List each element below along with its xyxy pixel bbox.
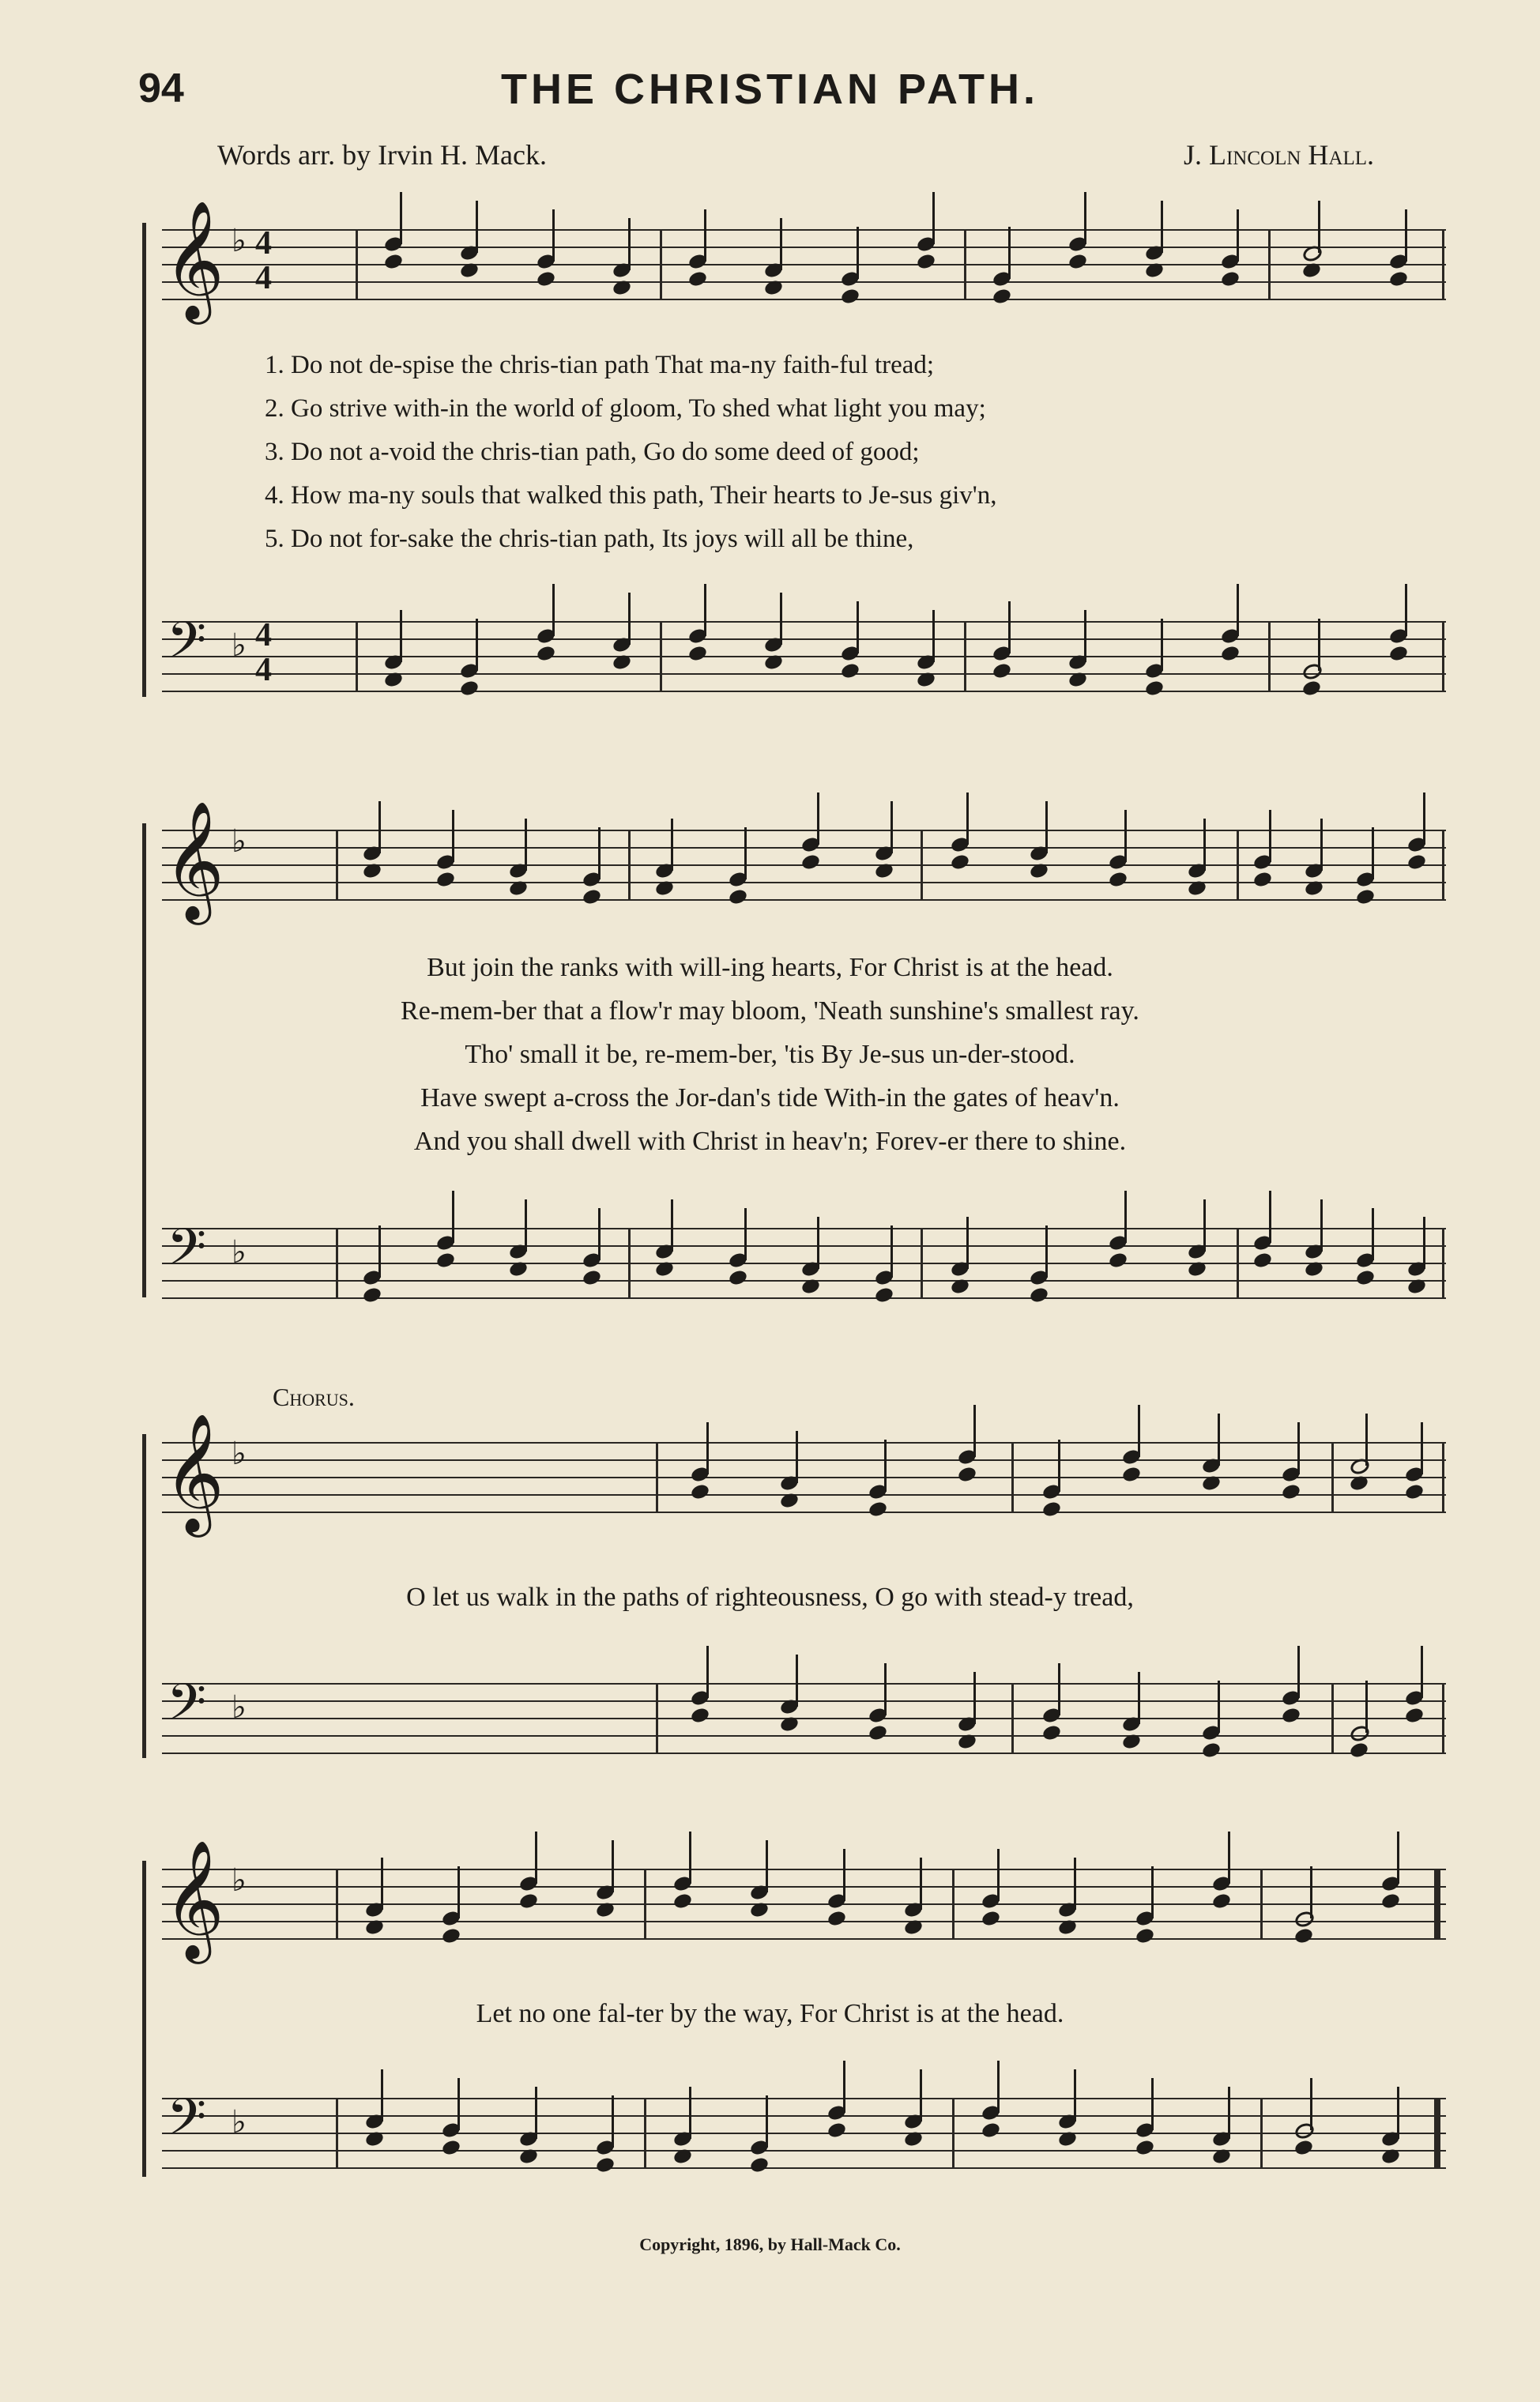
- note-head: [826, 1909, 847, 1927]
- note-head: [1281, 1706, 1301, 1724]
- treble-staff-2: [162, 800, 1446, 920]
- note-stem: [744, 827, 747, 879]
- note-head: [1220, 644, 1241, 662]
- note-stem: [1203, 819, 1206, 871]
- bass-clef-icon: 𝄢: [167, 1673, 207, 1745]
- note-stem: [628, 593, 631, 645]
- note-stem: [1320, 819, 1323, 871]
- note-stem: [628, 218, 631, 270]
- note-stem: [1161, 619, 1163, 671]
- note-stem: [1397, 2087, 1399, 2139]
- note-head: [582, 887, 602, 905]
- note-stem: [796, 1431, 798, 1483]
- note-stem: [452, 810, 454, 862]
- note-stem: [997, 1849, 1000, 1901]
- music-credit: J. Lincoln Hall.: [1183, 139, 1374, 171]
- note-stem: [1124, 810, 1127, 862]
- note-stem: [890, 1225, 893, 1278]
- note-head: [1293, 2121, 1316, 2141]
- copyright-notice: Copyright, 1896, by Hall-Mack Co.: [639, 2234, 901, 2254]
- time-signature: 4 4: [255, 225, 272, 296]
- note-stem: [780, 593, 782, 645]
- note-head: [1041, 1723, 1061, 1741]
- note-head: [595, 2155, 616, 2174]
- note-head: [1388, 644, 1409, 662]
- note-stem: [1124, 1191, 1127, 1243]
- note-head: [1121, 1465, 1142, 1483]
- note-stem: [1237, 209, 1239, 262]
- note-head: [1252, 1251, 1272, 1269]
- note-head: [1301, 679, 1322, 697]
- note-stem: [857, 601, 859, 653]
- note-head: [582, 1268, 602, 1286]
- note-head: [535, 644, 555, 662]
- note-stem: [920, 2069, 922, 2122]
- note-stem: [1074, 1858, 1076, 1910]
- note-stem: [400, 192, 402, 244]
- lyric-line-3: Tho' small it be, re-mem-ber, 'tis By Je-sus un-der-stood.: [465, 1040, 1075, 1069]
- note-stem: [766, 1840, 768, 1892]
- note-head: [1067, 252, 1088, 270]
- note-head: [1388, 269, 1409, 288]
- note-head: [435, 870, 456, 888]
- note-head: [459, 679, 480, 697]
- note-head: [950, 853, 970, 871]
- note-head: [1143, 679, 1164, 697]
- note-head: [1029, 1286, 1049, 1304]
- note-head: [916, 252, 936, 270]
- note-head: [874, 1286, 894, 1304]
- note-stem: [1310, 2078, 1312, 2130]
- note-stem: [1151, 1866, 1154, 1918]
- note-head: [1135, 2138, 1155, 2156]
- note-head: [1349, 1723, 1372, 1744]
- lyric-line-4: Have swept a-cross the Jor-dan's tide With-in the gates of heav'n.: [420, 1083, 1120, 1113]
- note-stem: [525, 1199, 527, 1252]
- flat-icon: ♭: [232, 1862, 247, 1899]
- note-head: [839, 287, 860, 305]
- note-stem: [525, 819, 527, 871]
- note-stem: [817, 1217, 819, 1269]
- note-stem: [1058, 1663, 1060, 1715]
- note-stem: [884, 1663, 887, 1715]
- lyric-line-2: Re-mem-ber that a flow'r may bloom, 'Neath sunshine's smallest ray.: [401, 996, 1139, 1026]
- lyric-line-1: But join the ranks with will-ing hearts, For Christ is at the head.: [427, 953, 1113, 982]
- note-head: [1135, 1926, 1155, 1945]
- note-stem: [612, 2095, 614, 2148]
- note-stem: [1138, 1405, 1140, 1457]
- note-stem: [1365, 1414, 1368, 1466]
- note-head: [826, 2121, 847, 2139]
- system-brace: [142, 223, 146, 697]
- note-head: [957, 1465, 977, 1483]
- note-stem: [1228, 1832, 1230, 1884]
- treble-staff-4: [162, 1839, 1446, 1959]
- page-number: 94: [138, 66, 184, 111]
- note-stem: [381, 1858, 383, 1910]
- note-head: [1211, 1892, 1232, 1910]
- note-stem: [1297, 1646, 1300, 1698]
- note-stem: [476, 619, 478, 671]
- note-stem: [552, 584, 555, 636]
- note-head: [1301, 661, 1324, 682]
- note-head: [1281, 1482, 1301, 1500]
- note-head: [535, 269, 555, 288]
- note-head: [362, 1286, 382, 1304]
- bass-staff-4: [162, 2088, 1446, 2167]
- bass-staff-2: [162, 1218, 1446, 1297]
- bass-clef-icon: 𝄢: [167, 1218, 207, 1289]
- note-stem: [890, 801, 893, 853]
- note-stem: [857, 227, 859, 279]
- note-stem: [1237, 584, 1239, 636]
- note-head: [690, 1706, 710, 1724]
- note-stem: [973, 1672, 976, 1724]
- note-head: [441, 1926, 461, 1945]
- note-stem: [766, 2095, 768, 2148]
- chorus-lyric-line-1: O let us walk in the paths of righteousness, O go with stead-y tread,: [406, 1583, 1134, 1612]
- note-stem: [1397, 1832, 1399, 1884]
- note-stem: [378, 1225, 381, 1278]
- note-stem: [378, 801, 381, 853]
- note-head: [800, 853, 821, 871]
- note-stem: [400, 610, 402, 662]
- note-stem: [706, 1646, 709, 1698]
- note-stem: [1269, 1191, 1271, 1243]
- note-stem: [1218, 1414, 1220, 1466]
- note-stem: [457, 1866, 460, 1918]
- note-stem: [843, 1849, 845, 1901]
- note-head: [1293, 1926, 1314, 1945]
- note-stem: [1310, 1866, 1312, 1918]
- treble-clef-icon: 𝄞: [164, 1839, 224, 1959]
- note-stem: [535, 2087, 537, 2139]
- note-stem: [476, 201, 478, 253]
- note-stem: [1318, 201, 1320, 253]
- note-head: [1349, 1741, 1369, 1759]
- note-stem: [966, 1217, 969, 1269]
- note-stem: [689, 1832, 691, 1884]
- note-stem: [780, 218, 782, 270]
- note-head: [728, 887, 748, 905]
- note-stem: [452, 1191, 454, 1243]
- note-stem: [884, 1440, 887, 1492]
- chorus-label: Chorus.: [273, 1383, 355, 1411]
- note-stem: [1423, 1217, 1425, 1269]
- note-head: [1404, 1482, 1425, 1500]
- verse-line-3: 3. Do not a-void the chris-tian path, Go do some deed of good;: [265, 438, 920, 466]
- note-stem: [612, 1840, 614, 1892]
- note-head: [1108, 1251, 1128, 1269]
- flat-icon: ♭: [232, 1689, 247, 1726]
- flat-icon: ♭: [232, 1436, 247, 1472]
- note-stem: [552, 209, 555, 262]
- note-head: [1252, 870, 1272, 888]
- note-head: [1404, 1706, 1425, 1724]
- note-head: [383, 252, 404, 270]
- note-stem: [704, 584, 706, 636]
- note-head: [1354, 1268, 1375, 1286]
- note-stem: [1365, 1681, 1368, 1733]
- note-stem: [1269, 810, 1271, 862]
- note-stem: [1045, 1225, 1048, 1278]
- note-head: [687, 269, 708, 288]
- treble-clef-icon: 𝄞: [164, 1412, 224, 1532]
- note-head: [839, 661, 860, 680]
- note-head: [435, 1251, 456, 1269]
- flat-icon: ♭: [232, 1234, 247, 1271]
- note-stem: [1138, 1672, 1140, 1724]
- note-head: [749, 2155, 770, 2174]
- note-head: [1201, 1741, 1222, 1759]
- words-credit: Words arr. by Irvin H. Mack.: [217, 139, 548, 171]
- note-stem: [706, 1422, 709, 1474]
- note-stem: [997, 2061, 1000, 2113]
- note-stem: [973, 1405, 976, 1457]
- note-stem: [1423, 793, 1425, 845]
- note-head: [1293, 2138, 1314, 2156]
- bass-staff-1: [162, 612, 1446, 691]
- note-stem: [1008, 227, 1011, 279]
- note-head: [981, 1909, 1001, 1927]
- note-stem: [1405, 584, 1407, 636]
- note-stem: [1161, 201, 1163, 253]
- treble-staff-1: [162, 199, 1446, 319]
- note-head: [690, 1482, 710, 1500]
- bass-staff-3: [162, 1673, 1446, 1753]
- bass-clef-icon: 𝄢: [167, 2088, 207, 2159]
- note-stem: [1151, 2078, 1154, 2130]
- note-stem: [932, 610, 935, 662]
- verse-line-1: 1. Do not de-spise the chris-tian path That ma-ny faith-ful tread;: [265, 351, 935, 379]
- lyric-line-5: And you shall dwell with Christ in heav'n; Forev-er there to shine.: [413, 1127, 1127, 1156]
- note-stem: [1372, 827, 1374, 879]
- note-head: [1380, 1892, 1401, 1910]
- note-stem: [1058, 1440, 1060, 1492]
- note-stem: [744, 1208, 747, 1260]
- note-stem: [689, 2087, 691, 2139]
- note-head: [1220, 269, 1241, 288]
- note-head: [1293, 1909, 1316, 1930]
- verse-line-4: 4. How ma-ny souls that walked this path, Their hearts to Je-sus giv'n,: [265, 481, 997, 510]
- note-head: [1041, 1500, 1061, 1518]
- note-stem: [457, 2078, 460, 2130]
- note-head: [1354, 887, 1375, 905]
- note-head: [728, 1268, 748, 1286]
- note-head: [868, 1500, 888, 1518]
- note-head: [1108, 870, 1128, 888]
- note-stem: [932, 192, 935, 244]
- note-head: [672, 1892, 693, 1910]
- note-head: [687, 644, 708, 662]
- note-stem: [843, 2061, 845, 2113]
- note-head: [518, 1892, 539, 1910]
- note-stem: [381, 2069, 383, 2122]
- flat-icon: ♭: [232, 823, 247, 860]
- note-stem: [1084, 192, 1086, 244]
- verse-line-5: 5. Do not for-sake the chris-tian path, Its joys will all be thine,: [265, 525, 914, 553]
- bass-clef-icon: 𝄢: [167, 612, 207, 683]
- note-stem: [1228, 2087, 1230, 2139]
- treble-clef-icon: 𝄞: [164, 199, 224, 319]
- note-stem: [1218, 1681, 1220, 1733]
- flat-icon: ♭: [232, 627, 247, 664]
- note-head: [1406, 853, 1426, 871]
- note-stem: [535, 1832, 537, 1884]
- note-stem: [1084, 610, 1086, 662]
- note-head: [981, 2121, 1001, 2139]
- note-stem: [1074, 2069, 1076, 2122]
- note-head: [868, 1723, 888, 1741]
- note-stem: [671, 1199, 673, 1252]
- note-head: [441, 2138, 461, 2156]
- note-stem: [1318, 619, 1320, 671]
- note-stem: [1421, 1422, 1423, 1474]
- note-head: [992, 661, 1012, 680]
- note-stem: [817, 793, 819, 845]
- note-stem: [920, 1858, 922, 1910]
- note-stem: [1405, 209, 1407, 262]
- note-stem: [671, 819, 673, 871]
- note-stem: [966, 793, 969, 845]
- flat-icon: ♭: [232, 223, 247, 259]
- note-stem: [1372, 1208, 1374, 1260]
- note-head: [992, 287, 1012, 305]
- treble-staff-3: [162, 1412, 1446, 1532]
- time-signature: 4 4: [255, 617, 272, 688]
- note-stem: [1297, 1422, 1300, 1474]
- note-stem: [598, 1208, 601, 1260]
- note-stem: [1008, 601, 1011, 653]
- note-stem: [1320, 1199, 1323, 1252]
- page-title: THE CHRISTIAN PATH.: [501, 66, 1039, 113]
- flat-icon: ♭: [232, 2104, 247, 2140]
- chorus-lyric-line-2: Let no one fal-ter by the way, For Christ is at the head.: [476, 1999, 1064, 2028]
- note-stem: [1421, 1646, 1423, 1698]
- treble-clef-icon: 𝄞: [164, 800, 224, 920]
- verse-line-2: 2. Go strive with-in the world of gloom, To shed what light you may;: [265, 394, 986, 423]
- note-stem: [704, 209, 706, 262]
- note-stem: [1203, 1199, 1206, 1252]
- note-stem: [598, 827, 601, 879]
- note-stem: [796, 1655, 798, 1707]
- note-stem: [1045, 801, 1048, 853]
